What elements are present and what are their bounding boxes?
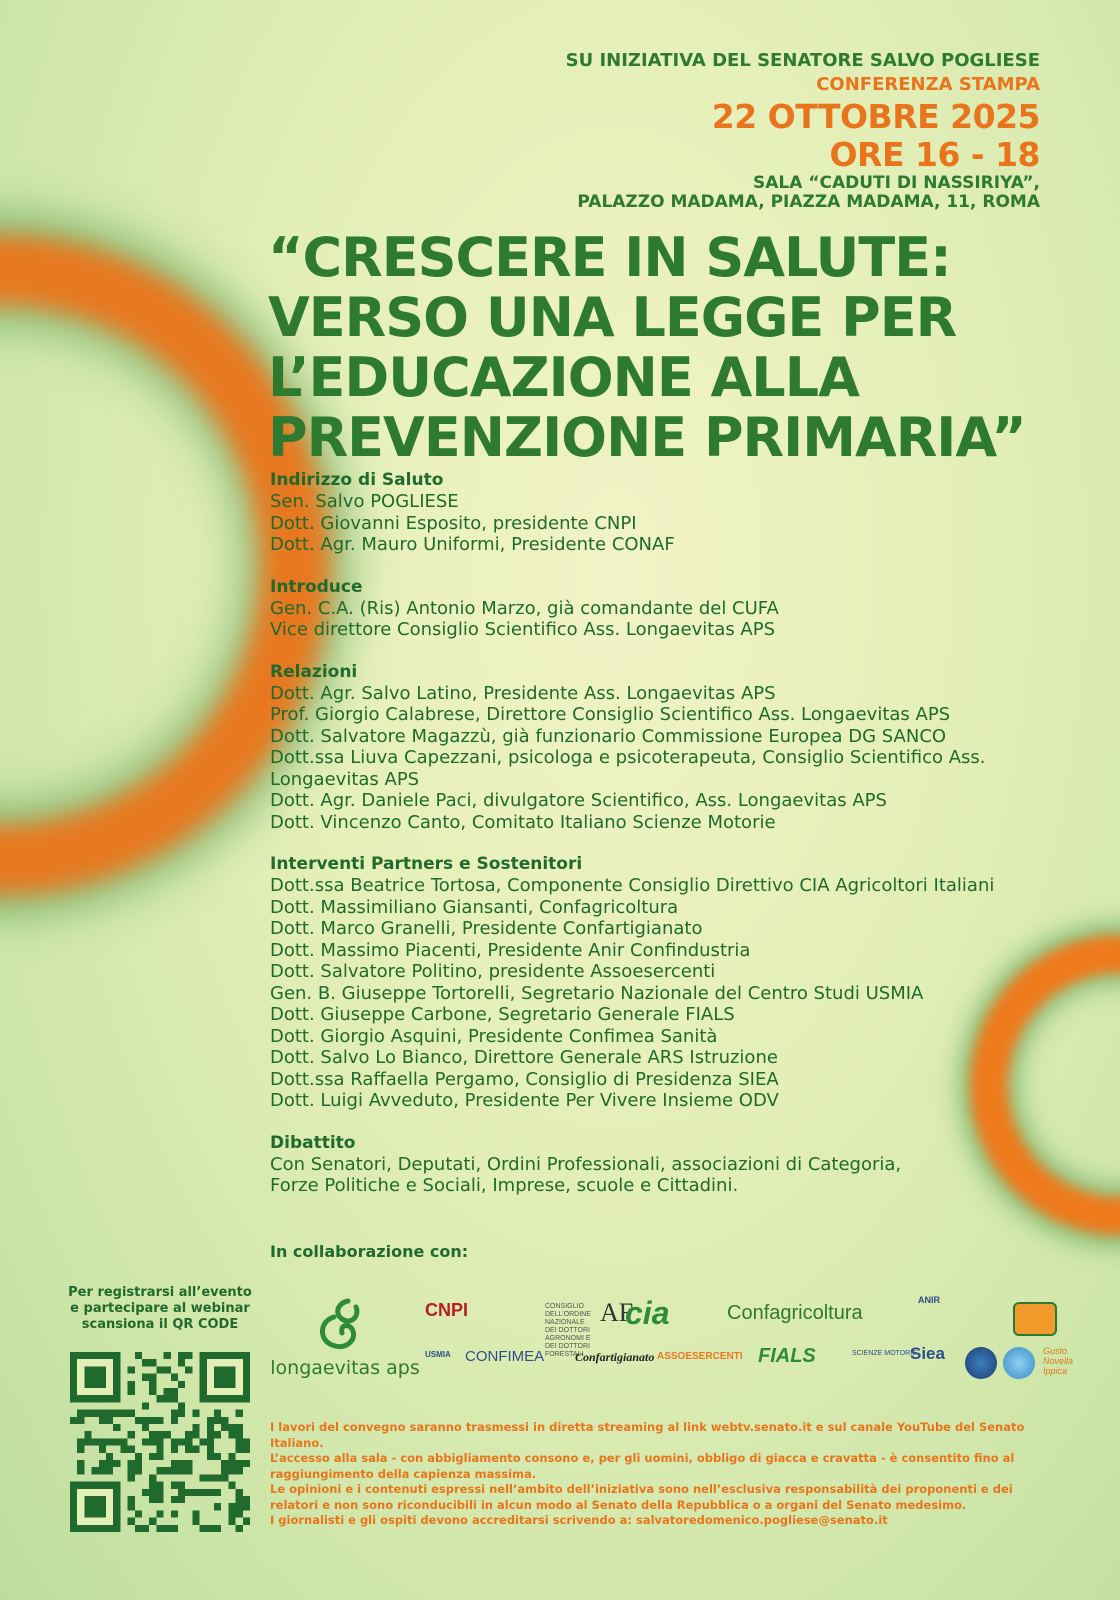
title-line: “CRESCERE IN SALUTE: [268, 226, 951, 289]
partner-badge-icon [1013, 1302, 1057, 1336]
qr-code-icon[interactable] [70, 1352, 250, 1532]
title-line: VERSO UNA LEGGE PER [268, 286, 957, 349]
title-line: L’EDUCAZIONE ALLA [268, 346, 859, 409]
conaf-logo: CONSIGLIO DELL’ORDINE NAZIONALE DEI DOTTORI AGRONOMI E DEI DOTTORI FORESTALI [545, 1303, 591, 1358]
confimea-logo: CONFIMEA [465, 1348, 545, 1365]
debate-line: Con Senatori, Deputati, Ordini Professionali, associazioni di Categoria, [270, 1153, 902, 1175]
speaker-line: Dott. Agr. Mauro Uniformi, Presidente CONAF [270, 534, 675, 555]
fials-logo: FIALS [758, 1345, 816, 1367]
longaevitas-mark-icon [310, 1295, 380, 1355]
siea-logo: Siea [910, 1344, 945, 1363]
round-badge-icon [1003, 1347, 1035, 1379]
section-partners [270, 854, 1090, 1112]
speaker-line: Dott. Salvatore Politino, presidente Assoesercenti [270, 961, 716, 982]
venue-line-1: SALA “CADUTI DI NASSIRIYA”, [753, 173, 1040, 193]
registration-line: Per registrarsi all’evento [68, 1285, 252, 1300]
speaker-line: Vice direttore Consiglio Scientifico Ass. Longaevitas APS [270, 619, 776, 640]
footer-paragraph: L’accesso alla sala - con abbigliamento consono e, per gli uomini, obbligo di giacca e cravatta - è consentito fino al raggiungimento della capienza massima. [270, 1451, 1015, 1481]
speaker-line: Dott. Luigi Avveduto, Presidente Per Vivere Insieme ODV [270, 1090, 779, 1111]
footer-paragraph: Le opinioni e i contenuti espressi nell’ambito dell’iniziativa sono nell’esclusiva responsabilità dei proponenti e dei relatori e non sono riconducibili in alcun modo al Senato della Repubblica o a organi del Senato medesimo. [270, 1482, 1013, 1512]
speaker-line: Dott. Massimo Piacenti, Presidente Anir Confindustria [270, 939, 751, 961]
speaker-line: Dott.ssa Raffaella Pergamo, Consiglio di Presidenza SIEA [270, 1068, 779, 1090]
speaker-line: Dott.ssa Beatrice Tortosa, Componente Consiglio Direttivo CIA Agricoltori Italiani [270, 875, 995, 896]
scienze-motorie-logo: SCIENZE MOTORIE [852, 1350, 917, 1357]
event-date: 22 OTTOBRE 2025 [711, 97, 1040, 136]
debate-line: Forze Politiche e Sociali, Imprese, scuole e Cittadini. [270, 1175, 739, 1196]
cnpi-logo: CNPI [425, 1300, 469, 1320]
novella-logo: Gusto Novella Ippica [1043, 1346, 1074, 1376]
event-time: ORE 16 - 18 [829, 135, 1040, 174]
title-line: PREVENZIONE PRIMARIA” [268, 406, 1026, 469]
speaker-line: Sen. Salvo POGLIESE [270, 491, 459, 512]
footer-paragraph: I giornalisti e gli ospiti devono accreditarsi scrivendo a: salvatoredomenico.pogliese@senato.it [270, 1513, 888, 1527]
speaker-line: Gen. C.A. (Ris) Antonio Marzo, già comandante del CUFA [270, 597, 779, 619]
speaker-line: Dott. Marco Granelli, Presidente Confartigianato [270, 918, 703, 939]
event-title [268, 228, 1088, 468]
usmia-logo: USMIA [425, 1350, 451, 1359]
footer-paragraph: I lavori del convegno saranno trasmessi in diretta streaming al link webtv.senato.it e sul canale YouTube del Senato Italiano. [270, 1420, 1025, 1450]
speaker-line: Dott. Agr. Daniele Paci, divulgatore Scientifico, Ass. Longaevitas APS [270, 790, 887, 811]
initiative-line: SU INIZIATIVA DEL SENATORE SALVO POGLIESE [565, 50, 1040, 71]
speaker-line: Dott. Vincenzo Canto, Comitato Italiano Scienze Motorie [270, 811, 776, 833]
section-greeting [270, 470, 1090, 556]
speaker-line: Dott. Giorgio Asquini, Presidente Confimea Sanità [270, 1025, 718, 1047]
section-title: Interventi Partners e Sostenitori [270, 854, 583, 874]
section-title: Indirizzo di Saluto [270, 470, 444, 490]
program [270, 470, 1090, 1218]
confartigianato-logo: Confartigianato [575, 1350, 655, 1364]
registration-instructions [55, 1285, 265, 1333]
speaker-line: Dott. Agr. Salvo Latino, Presidente Ass. Longaevitas APS [270, 682, 776, 704]
collaboration-label: In collaborazione con: [270, 1242, 469, 1261]
cia-logo: cia [625, 1295, 670, 1331]
speaker-line: Dott. Massimiliano Giansanti, Confagricoltura [270, 896, 679, 918]
af-logo: AF [600, 1298, 634, 1327]
longaevitas-logo [270, 1295, 420, 1379]
speaker-line: Dott. Salvatore Magazzù, già funzionario Commissione Europea DG SANCO [270, 725, 947, 747]
speaker-line: Dott. Giuseppe Carbone, Segretario Generale FIALS [270, 1004, 735, 1025]
section-reports [270, 662, 1090, 834]
section-title: Relazioni [270, 661, 358, 682]
footer-notes [270, 1420, 1030, 1529]
round-badge-icon [965, 1347, 997, 1379]
venue-line-2: PALAZZO MADAMA, PIAZZA MADAMA, 11, ROMA [577, 192, 1040, 212]
section-title: Introduce [270, 576, 363, 597]
section-introduce [270, 577, 1090, 641]
event-type: CONFERENZA STAMPA [816, 74, 1040, 95]
speaker-line: Dott. Salvo Lo Bianco, Direttore Generale ARS Istruzione [270, 1047, 778, 1068]
section-debate [270, 1133, 1090, 1197]
assoesercenti-logo: ASSOESERCENTI [657, 1351, 743, 1362]
registration-line: scansiona il QR CODE [81, 1317, 239, 1332]
speaker-line: Gen. B. Giuseppe Tortorelli, Segretario Nazionale del Centro Studi USMIA [270, 982, 924, 1004]
speaker-line: Dott.ssa Liuva Capezzani, psicologa e psicoterapeuta, Consiglio Scientifico Ass. Longaevitas APS [270, 747, 986, 790]
speaker-line: Dott. Giovanni Esposito, presidente CNPI [270, 512, 637, 534]
event-header [566, 50, 1040, 212]
speaker-line: Prof. Giorgio Calabrese, Direttore Consiglio Scientifico Ass. Longaevitas APS [270, 704, 951, 725]
registration-line: e partecipare al webinar [70, 1301, 250, 1316]
longaevitas-name: longaevitas aps [270, 1357, 420, 1379]
anir-logo: ANIR [918, 1295, 940, 1305]
confagricoltura-logo: Confagricoltura [727, 1302, 863, 1324]
section-title: Dibattito [270, 1132, 356, 1153]
